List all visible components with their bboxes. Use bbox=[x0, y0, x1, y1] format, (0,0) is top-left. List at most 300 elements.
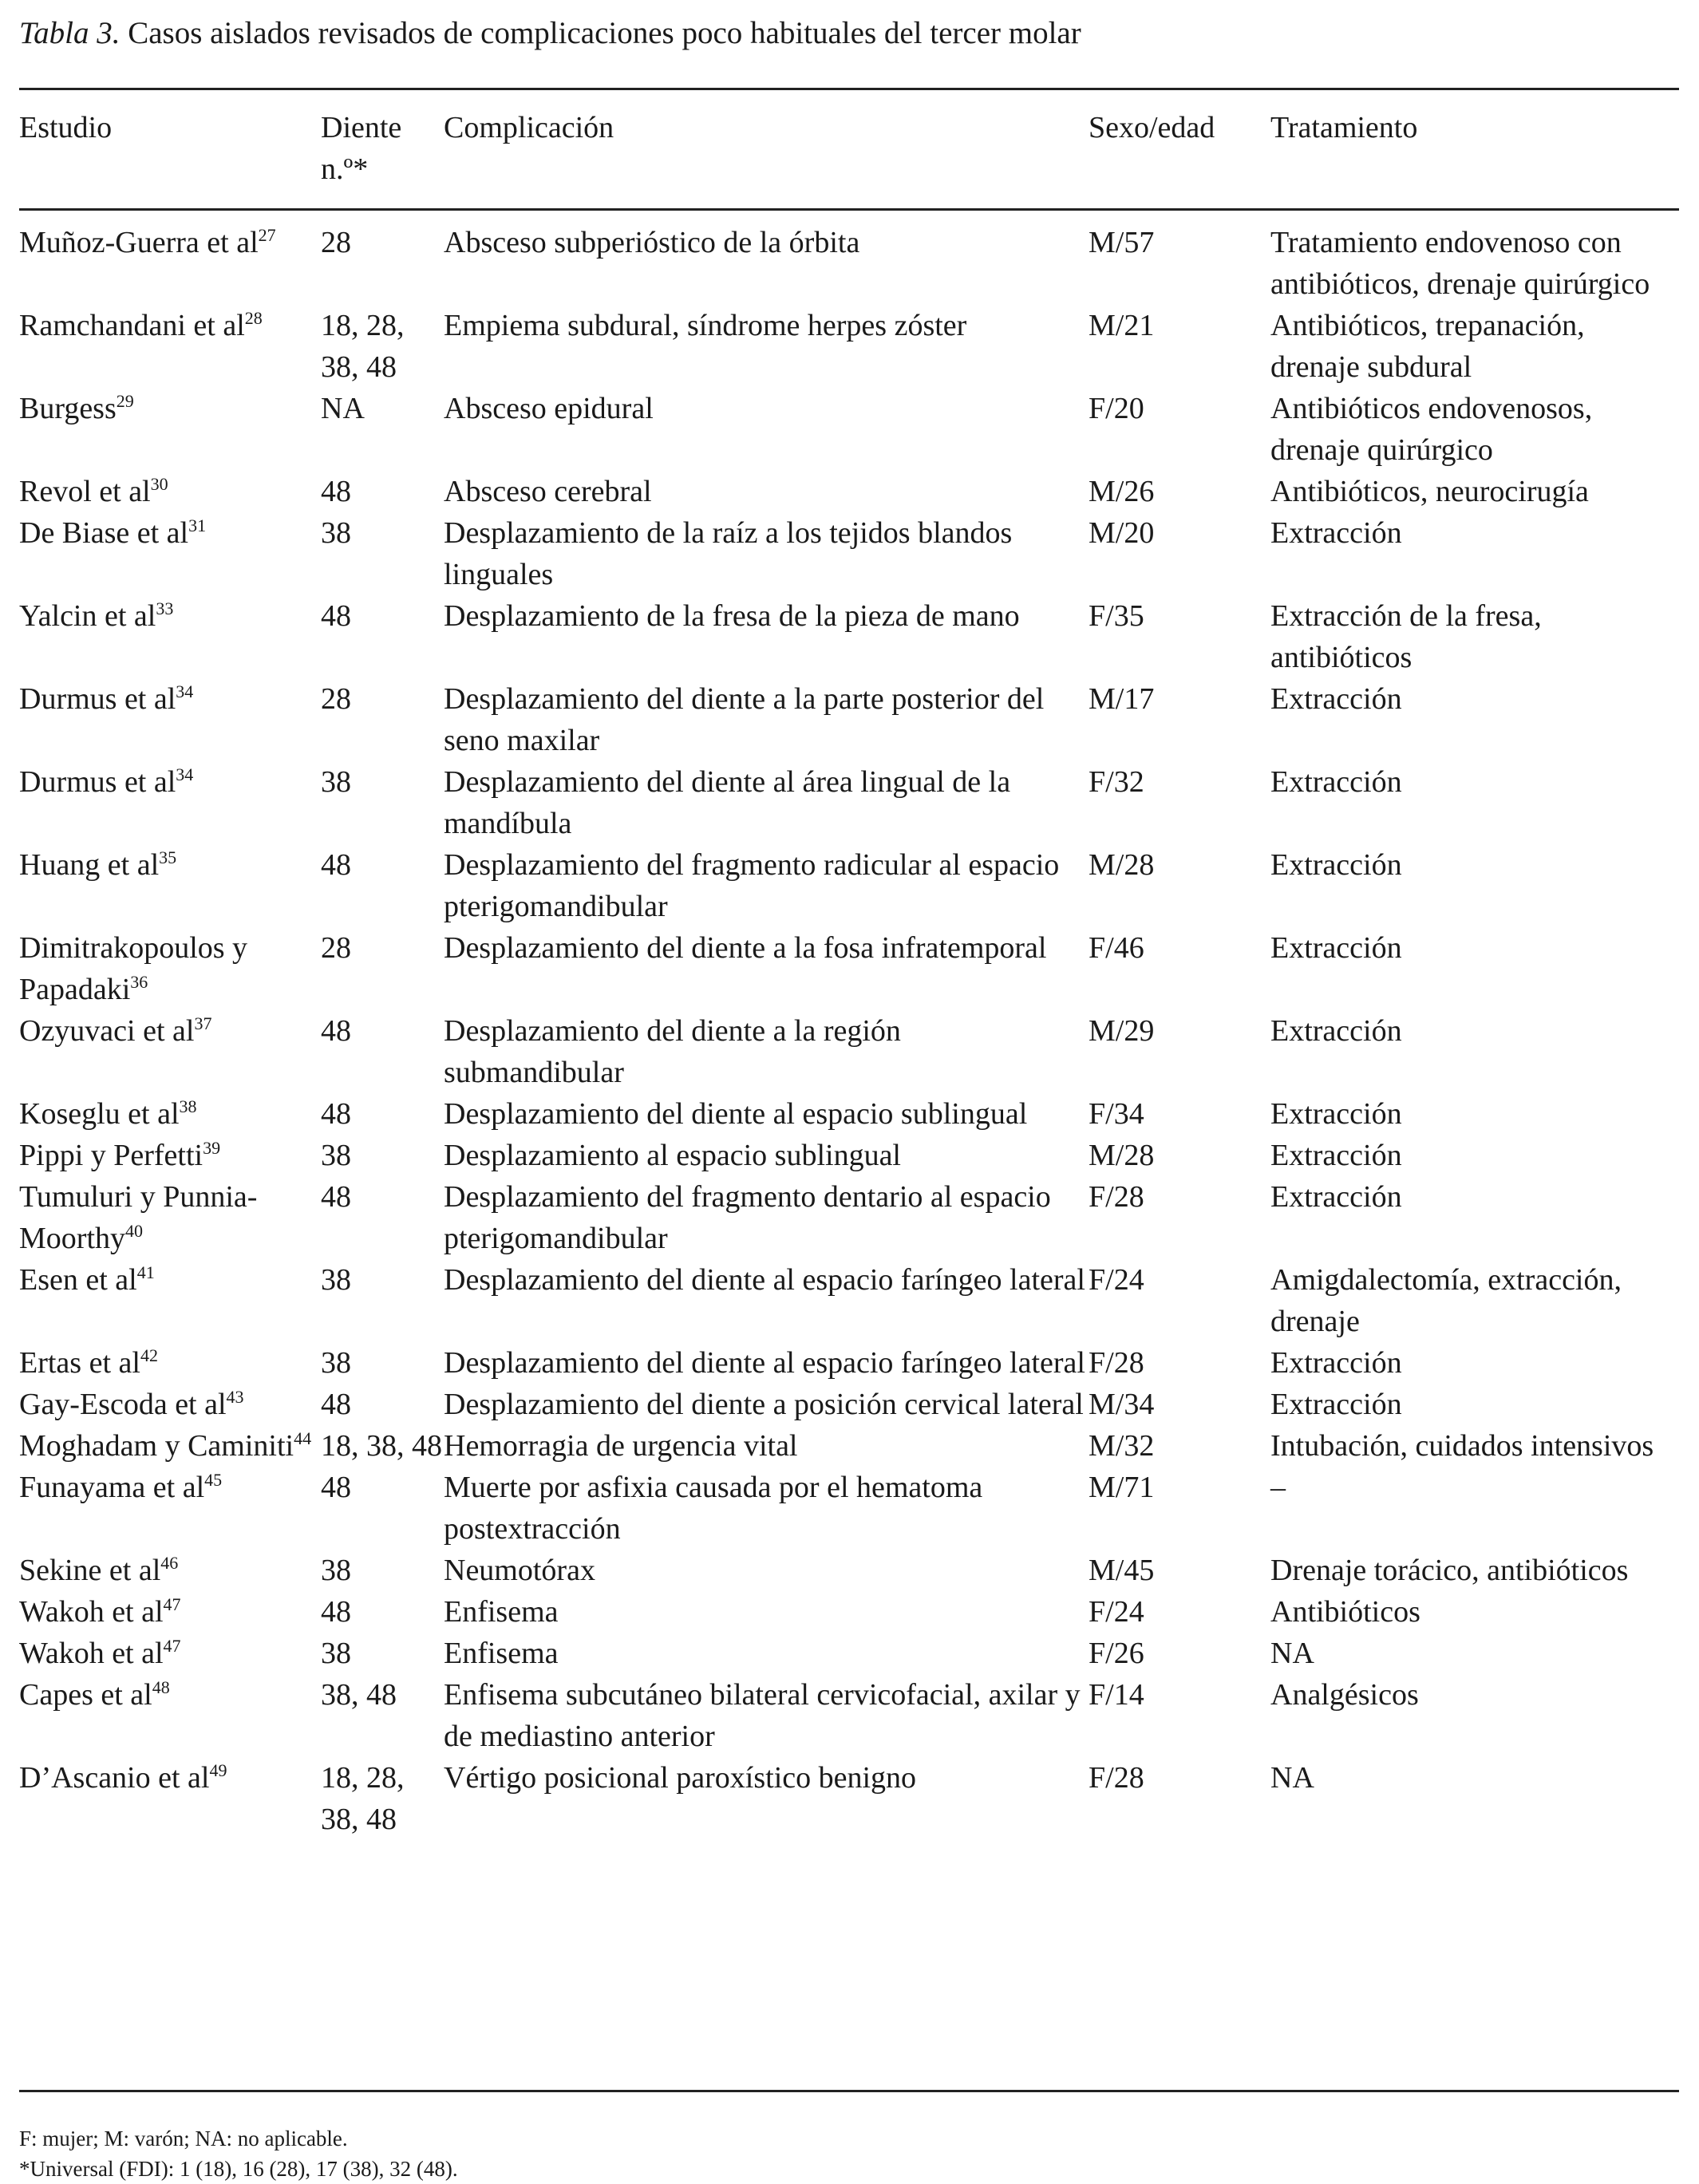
reference-number: 37 bbox=[194, 1013, 212, 1033]
caption-label: Tabla 3. bbox=[19, 16, 121, 50]
sex-age: F/28 bbox=[1089, 1180, 1144, 1214]
treatment: Extracción bbox=[1270, 682, 1402, 716]
col-header-sex-age: Sexo/edad bbox=[1089, 111, 1215, 144]
cell-sex-age bbox=[1089, 1093, 1270, 1135]
reference-number: 28 bbox=[244, 308, 263, 328]
tooth-number: 38 bbox=[321, 516, 351, 550]
cell-complication bbox=[444, 512, 1089, 595]
treatment: – bbox=[1270, 1471, 1286, 1504]
table-row bbox=[19, 388, 1679, 471]
cell-tooth bbox=[321, 1093, 444, 1135]
table-row bbox=[19, 1591, 1679, 1633]
sex-age: M/26 bbox=[1089, 475, 1155, 508]
cell-tooth bbox=[321, 1425, 444, 1467]
cell-sex-age bbox=[1089, 595, 1270, 678]
cell-tooth bbox=[321, 388, 444, 471]
cell-sex-age bbox=[1089, 471, 1270, 512]
study-name: Esen et al bbox=[19, 1263, 137, 1297]
cell-complication bbox=[444, 595, 1089, 678]
cell-treatment bbox=[1270, 1093, 1679, 1135]
tooth-number: 48 bbox=[321, 848, 351, 882]
table-row bbox=[19, 1093, 1679, 1135]
table-row bbox=[19, 761, 1679, 844]
cell-sex-age bbox=[1089, 305, 1270, 388]
complication: Desplazamiento del diente al espacio faríngeo lateral bbox=[444, 1263, 1085, 1297]
tooth-number: 38 bbox=[321, 1139, 351, 1172]
cell-sex-age bbox=[1089, 927, 1270, 1010]
sex-age: F/32 bbox=[1089, 765, 1144, 799]
cell-treatment bbox=[1270, 595, 1679, 678]
complication: Absceso subperióstico de la órbita bbox=[444, 226, 860, 259]
reference-number: 35 bbox=[159, 847, 177, 867]
cell-complication bbox=[444, 1135, 1089, 1176]
table-row bbox=[19, 1342, 1679, 1384]
cell-treatment bbox=[1270, 1135, 1679, 1176]
cell-study bbox=[19, 761, 321, 844]
cell-tooth bbox=[321, 595, 444, 678]
complication: Desplazamiento del diente a la fosa infratemporal bbox=[444, 931, 1047, 965]
cell-tooth bbox=[321, 1135, 444, 1176]
cell-sex-age bbox=[1089, 207, 1270, 305]
cell-tooth bbox=[321, 471, 444, 512]
treatment: Intubación, cuidados intensivos bbox=[1270, 1429, 1654, 1463]
complication: Desplazamiento del diente a la región submandibular bbox=[444, 1014, 901, 1089]
tooth-number: 38, 48 bbox=[321, 1678, 397, 1712]
sex-age: F/14 bbox=[1089, 1678, 1144, 1712]
cell-treatment bbox=[1270, 1259, 1679, 1342]
table-row bbox=[19, 678, 1679, 761]
complication: Desplazamiento del fragmento dentario al espacio pterigomandibular bbox=[444, 1180, 1051, 1255]
reference-number: 34 bbox=[176, 681, 194, 701]
cell-study bbox=[19, 1342, 321, 1384]
cell-tooth bbox=[321, 678, 444, 761]
study-name: Ramchandani et al bbox=[19, 309, 245, 342]
table-row bbox=[19, 1259, 1679, 1342]
sex-age: F/35 bbox=[1089, 599, 1144, 633]
cell-study bbox=[19, 1384, 321, 1425]
col-header-treatment: Tratamiento bbox=[1270, 111, 1418, 144]
cell-study bbox=[19, 595, 321, 678]
cell-sex-age bbox=[1089, 1010, 1270, 1093]
cell-complication bbox=[444, 207, 1089, 305]
cell-complication bbox=[444, 844, 1089, 927]
complication: Desplazamiento del fragmento radicular al espacio pterigomandibular bbox=[444, 848, 1060, 923]
cell-study bbox=[19, 1176, 321, 1259]
table-row bbox=[19, 512, 1679, 595]
sex-age: F/28 bbox=[1089, 1761, 1144, 1795]
cell-tooth bbox=[321, 761, 444, 844]
study-name: Yalcin et al bbox=[19, 599, 156, 633]
cell-treatment bbox=[1270, 1674, 1679, 1757]
cell-study bbox=[19, 1093, 321, 1135]
tooth-number: 38 bbox=[321, 765, 351, 799]
cell-treatment bbox=[1270, 512, 1679, 595]
tooth-number: 28 bbox=[321, 931, 351, 965]
reference-number: 30 bbox=[150, 474, 168, 494]
table-row bbox=[19, 1633, 1679, 1674]
cell-treatment bbox=[1270, 471, 1679, 512]
study-name: Revol et al bbox=[19, 475, 151, 508]
treatment: Drenaje torácico, antibióticos bbox=[1270, 1554, 1629, 1587]
cell-complication bbox=[444, 927, 1089, 1010]
sex-age: M/71 bbox=[1089, 1471, 1155, 1504]
cell-treatment bbox=[1270, 927, 1679, 1010]
cell-tooth bbox=[321, 1674, 444, 1757]
cell-tooth bbox=[321, 512, 444, 595]
complication: Desplazamiento del diente a la parte posterior del seno maxilar bbox=[444, 682, 1045, 757]
table-row bbox=[19, 1010, 1679, 1093]
cell-study bbox=[19, 1425, 321, 1467]
cell-sex-age bbox=[1089, 1259, 1270, 1342]
sex-age: M/45 bbox=[1089, 1554, 1155, 1587]
cell-complication bbox=[444, 1093, 1089, 1135]
cell-tooth bbox=[321, 207, 444, 305]
cell-complication bbox=[444, 388, 1089, 471]
complication: Desplazamiento del diente a posición cervical lateral bbox=[444, 1388, 1084, 1421]
study-name: Dimitrakopoulos y Papadaki bbox=[19, 931, 248, 1006]
cell-sex-age bbox=[1089, 761, 1270, 844]
study-name: Durmus et al bbox=[19, 765, 176, 799]
sex-age: M/28 bbox=[1089, 848, 1155, 882]
cell-complication bbox=[444, 1259, 1089, 1342]
cell-complication bbox=[444, 1674, 1089, 1757]
tooth-number: 18, 28, 38, 48 bbox=[321, 309, 405, 384]
cell-treatment bbox=[1270, 1591, 1679, 1633]
table-row bbox=[19, 305, 1679, 388]
reference-number: 48 bbox=[152, 1677, 170, 1697]
cell-treatment bbox=[1270, 1176, 1679, 1259]
cell-treatment bbox=[1270, 388, 1679, 471]
cell-complication bbox=[444, 471, 1089, 512]
cell-study bbox=[19, 471, 321, 512]
complication: Absceso cerebral bbox=[444, 475, 652, 508]
table-row bbox=[19, 207, 1679, 305]
cell-sex-age bbox=[1089, 512, 1270, 595]
cell-tooth bbox=[321, 927, 444, 1010]
cell-treatment bbox=[1270, 1342, 1679, 1384]
cell-sex-age bbox=[1089, 1384, 1270, 1425]
reference-number: 45 bbox=[204, 1470, 223, 1490]
treatment: Extracción bbox=[1270, 931, 1402, 965]
study-name: Ozyuvaci et al bbox=[19, 1014, 195, 1048]
table-row bbox=[19, 1176, 1679, 1259]
col-header-tooth: Diente n.º* bbox=[321, 111, 402, 186]
cell-sex-age bbox=[1089, 1467, 1270, 1550]
bottom-rule bbox=[19, 2090, 1679, 2092]
table-row bbox=[19, 1135, 1679, 1176]
complication: Desplazamiento de la raíz a los tejidos blandos linguales bbox=[444, 516, 1013, 591]
cell-treatment bbox=[1270, 844, 1679, 927]
tooth-number: 38 bbox=[321, 1346, 351, 1380]
cell-complication bbox=[444, 1384, 1089, 1425]
study-name: Muñoz-Guerra et al bbox=[19, 226, 259, 259]
cell-treatment bbox=[1270, 761, 1679, 844]
cell-sex-age bbox=[1089, 388, 1270, 471]
complication: Desplazamiento del diente al espacio sublingual bbox=[444, 1097, 1028, 1131]
cell-complication bbox=[444, 1633, 1089, 1674]
tooth-number: 48 bbox=[321, 475, 351, 508]
complication: Neumotórax bbox=[444, 1554, 595, 1587]
cell-tooth bbox=[321, 1757, 444, 1840]
top-rule bbox=[19, 88, 1679, 90]
cell-tooth bbox=[321, 1342, 444, 1384]
cell-study bbox=[19, 927, 321, 1010]
treatment: Extracción bbox=[1270, 765, 1402, 799]
tooth-number: 28 bbox=[321, 226, 351, 259]
reference-number: 44 bbox=[294, 1428, 312, 1448]
reference-number: 34 bbox=[176, 764, 194, 784]
study-name: Ertas et al bbox=[19, 1346, 140, 1380]
complication: Desplazamiento de la fresa de la pieza de mano bbox=[444, 599, 1020, 633]
table-row bbox=[19, 1425, 1679, 1467]
sex-age: M/57 bbox=[1089, 226, 1155, 259]
header-row bbox=[19, 96, 1679, 207]
cell-treatment bbox=[1270, 207, 1679, 305]
cell-tooth bbox=[321, 1591, 444, 1633]
reference-number: 47 bbox=[163, 1594, 181, 1614]
cell-tooth bbox=[321, 305, 444, 388]
reference-number: 43 bbox=[226, 1387, 244, 1407]
complication: Enfisema subcutáneo bilateral cervicofacial, axilar y de mediastino anterior bbox=[444, 1678, 1081, 1753]
cell-study bbox=[19, 1757, 321, 1840]
study-name: Capes et al bbox=[19, 1678, 152, 1712]
treatment: Extracción bbox=[1270, 1014, 1402, 1048]
tooth-number: 48 bbox=[321, 1097, 351, 1131]
cell-sex-age bbox=[1089, 844, 1270, 927]
study-name: Funayama et al bbox=[19, 1471, 205, 1504]
reference-number: 40 bbox=[125, 1221, 143, 1241]
col-header-complication: Complicación bbox=[444, 111, 614, 144]
cell-treatment bbox=[1270, 1384, 1679, 1425]
cell-tooth bbox=[321, 1550, 444, 1591]
treatment: Antibióticos endovenosos, drenaje quirúrgico bbox=[1270, 392, 1593, 467]
tooth-number: 38 bbox=[321, 1554, 351, 1587]
cell-complication bbox=[444, 678, 1089, 761]
sex-age: M/20 bbox=[1089, 516, 1155, 550]
sex-age: F/24 bbox=[1089, 1595, 1144, 1629]
table-row bbox=[19, 471, 1679, 512]
study-name: Pippi y Perfetti bbox=[19, 1139, 203, 1172]
table-row bbox=[19, 1550, 1679, 1591]
cell-treatment bbox=[1270, 678, 1679, 761]
cell-study bbox=[19, 1010, 321, 1093]
sex-age: M/17 bbox=[1089, 682, 1155, 716]
treatment: NA bbox=[1270, 1637, 1314, 1670]
cell-study bbox=[19, 678, 321, 761]
treatment: Extracción bbox=[1270, 1388, 1402, 1421]
sex-age: M/28 bbox=[1089, 1139, 1155, 1172]
cell-sex-age bbox=[1089, 1633, 1270, 1674]
study-name: D’Ascanio et al bbox=[19, 1761, 210, 1795]
table-row bbox=[19, 595, 1679, 678]
reference-number: 42 bbox=[140, 1345, 158, 1365]
study-name: Wakoh et al bbox=[19, 1637, 164, 1670]
table-row bbox=[19, 1674, 1679, 1757]
cell-complication bbox=[444, 761, 1089, 844]
study-name: Sekine et al bbox=[19, 1554, 161, 1587]
cell-sex-age bbox=[1089, 1757, 1270, 1840]
cell-treatment bbox=[1270, 1550, 1679, 1591]
cell-study bbox=[19, 844, 321, 927]
reference-number: 33 bbox=[156, 598, 174, 618]
table-caption bbox=[19, 13, 1081, 54]
cell-complication bbox=[444, 305, 1089, 388]
complication: Enfisema bbox=[444, 1595, 559, 1629]
study-name: Burgess bbox=[19, 392, 117, 425]
sex-age: F/46 bbox=[1089, 931, 1144, 965]
study-name: Huang et al bbox=[19, 848, 160, 882]
study-name: Wakoh et al bbox=[19, 1595, 164, 1629]
cell-treatment bbox=[1270, 1425, 1679, 1467]
complication: Muerte por asfixia causada por el hematoma postextracción bbox=[444, 1471, 983, 1546]
footnote-abbreviations: F: mujer; M: varón; NA: no aplicable. bbox=[19, 2127, 348, 2150]
treatment: Extracción bbox=[1270, 1097, 1402, 1131]
reference-number: 39 bbox=[203, 1138, 221, 1158]
reference-number: 36 bbox=[130, 972, 148, 992]
cell-treatment bbox=[1270, 305, 1679, 388]
cell-complication bbox=[444, 1342, 1089, 1384]
treatment: Extracción bbox=[1270, 516, 1402, 550]
sex-age: F/24 bbox=[1089, 1263, 1144, 1297]
reference-number: 29 bbox=[116, 391, 134, 411]
cell-sex-age bbox=[1089, 678, 1270, 761]
study-name: Tumuluri y Punnia-Moorthy bbox=[19, 1180, 258, 1255]
caption-text: Casos aislados revisados de complicaciones poco habituales del tercer molar bbox=[120, 16, 1081, 50]
sex-age: M/29 bbox=[1089, 1014, 1155, 1048]
complication: Desplazamiento del diente al espacio faríngeo lateral bbox=[444, 1346, 1085, 1380]
sex-age: M/32 bbox=[1089, 1429, 1155, 1463]
cell-tooth bbox=[321, 1633, 444, 1674]
cell-study bbox=[19, 305, 321, 388]
treatment: Antibióticos, trepanación, drenaje subdural bbox=[1270, 309, 1585, 384]
cell-study bbox=[19, 1135, 321, 1176]
table-row bbox=[19, 1467, 1679, 1550]
reference-number: 46 bbox=[160, 1553, 179, 1573]
treatment: Extracción bbox=[1270, 1346, 1402, 1380]
cell-tooth bbox=[321, 1467, 444, 1550]
cell-sex-age bbox=[1089, 1674, 1270, 1757]
reference-number: 41 bbox=[136, 1262, 155, 1282]
study-name: Koseglu et al bbox=[19, 1097, 180, 1131]
table-row bbox=[19, 844, 1679, 927]
cell-complication bbox=[444, 1010, 1089, 1093]
cell-tooth bbox=[321, 844, 444, 927]
tooth-number: 48 bbox=[321, 1388, 351, 1421]
study-name: Gay-Escoda et al bbox=[19, 1388, 227, 1421]
cell-sex-age bbox=[1089, 1135, 1270, 1176]
cell-complication bbox=[444, 1425, 1089, 1467]
tooth-number: 18, 38, 48 bbox=[321, 1429, 442, 1463]
tooth-number: 38 bbox=[321, 1637, 351, 1670]
treatment: NA bbox=[1270, 1761, 1314, 1795]
cell-tooth bbox=[321, 1259, 444, 1342]
cell-sex-age bbox=[1089, 1550, 1270, 1591]
treatment: Extracción bbox=[1270, 1180, 1402, 1214]
cell-sex-age bbox=[1089, 1425, 1270, 1467]
complication: Vértigo posicional paroxístico benigno bbox=[444, 1761, 917, 1795]
complication: Hemorragia de urgencia vital bbox=[444, 1429, 798, 1463]
cell-treatment bbox=[1270, 1757, 1679, 1840]
reference-number: 27 bbox=[258, 225, 276, 245]
treatment: Analgésicos bbox=[1270, 1678, 1419, 1712]
sex-age: M/34 bbox=[1089, 1388, 1155, 1421]
complication: Empiema subdural, síndrome herpes zóster bbox=[444, 309, 967, 342]
tooth-number: 18, 28, 38, 48 bbox=[321, 1761, 405, 1836]
reference-number: 31 bbox=[188, 515, 207, 535]
treatment: Antibióticos bbox=[1270, 1595, 1420, 1629]
table-body bbox=[19, 207, 1679, 1840]
tooth-number: NA bbox=[321, 392, 365, 425]
cell-study bbox=[19, 1550, 321, 1591]
complication: Desplazamiento del diente al área lingual de la mandíbula bbox=[444, 765, 1011, 840]
cell-study bbox=[19, 1674, 321, 1757]
cell-treatment bbox=[1270, 1467, 1679, 1550]
reference-number: 49 bbox=[209, 1760, 227, 1780]
cell-sex-age bbox=[1089, 1591, 1270, 1633]
cell-sex-age bbox=[1089, 1342, 1270, 1384]
cell-study bbox=[19, 512, 321, 595]
complication: Absceso epidural bbox=[444, 392, 654, 425]
treatment: Tratamiento endovenoso con antibióticos, drenaje quirúrgico bbox=[1270, 226, 1650, 301]
sex-age: F/28 bbox=[1089, 1346, 1144, 1380]
cell-study bbox=[19, 1259, 321, 1342]
tooth-number: 48 bbox=[321, 1595, 351, 1629]
cell-complication bbox=[444, 1757, 1089, 1840]
table-row bbox=[19, 1384, 1679, 1425]
footnote-universal: *Universal (FDI): 1 (18), 16 (28), 17 (38), 32 (48). bbox=[19, 2157, 458, 2181]
cell-complication bbox=[444, 1550, 1089, 1591]
sex-age: F/20 bbox=[1089, 392, 1144, 425]
cell-tooth bbox=[321, 1176, 444, 1259]
cell-sex-age bbox=[1089, 1176, 1270, 1259]
sex-age: M/21 bbox=[1089, 309, 1155, 342]
cell-study bbox=[19, 388, 321, 471]
tooth-number: 38 bbox=[321, 1263, 351, 1297]
table-row bbox=[19, 927, 1679, 1010]
reference-number: 47 bbox=[163, 1636, 181, 1656]
reference-number: 38 bbox=[179, 1096, 197, 1116]
cell-tooth bbox=[321, 1384, 444, 1425]
treatment: Antibióticos, neurocirugía bbox=[1270, 475, 1589, 508]
cell-study bbox=[19, 1591, 321, 1633]
cell-complication bbox=[444, 1467, 1089, 1550]
cell-study bbox=[19, 207, 321, 305]
study-name: De Biase et al bbox=[19, 516, 189, 550]
tooth-number: 48 bbox=[321, 1180, 351, 1214]
sex-age: F/34 bbox=[1089, 1097, 1144, 1131]
treatment: Extracción bbox=[1270, 1139, 1402, 1172]
treatment: Extracción bbox=[1270, 848, 1402, 882]
table-row bbox=[19, 1757, 1679, 1840]
sex-age: F/26 bbox=[1089, 1637, 1144, 1670]
study-name: Moghadam y Caminiti bbox=[19, 1429, 294, 1463]
cell-study bbox=[19, 1633, 321, 1674]
col-header-study: Estudio bbox=[19, 111, 113, 144]
tooth-number: 48 bbox=[321, 1471, 351, 1504]
tooth-number: 48 bbox=[321, 1014, 351, 1048]
complication: Enfisema bbox=[444, 1637, 559, 1670]
complication: Desplazamiento al espacio sublingual bbox=[444, 1139, 901, 1172]
study-name: Durmus et al bbox=[19, 682, 176, 716]
treatment: Extracción de la fresa, antibióticos bbox=[1270, 599, 1542, 674]
tooth-number: 28 bbox=[321, 682, 351, 716]
cell-tooth bbox=[321, 1010, 444, 1093]
cell-treatment bbox=[1270, 1633, 1679, 1674]
tooth-number: 48 bbox=[321, 599, 351, 633]
cell-treatment bbox=[1270, 1010, 1679, 1093]
cases-table bbox=[19, 96, 1679, 1840]
cell-complication bbox=[444, 1591, 1089, 1633]
